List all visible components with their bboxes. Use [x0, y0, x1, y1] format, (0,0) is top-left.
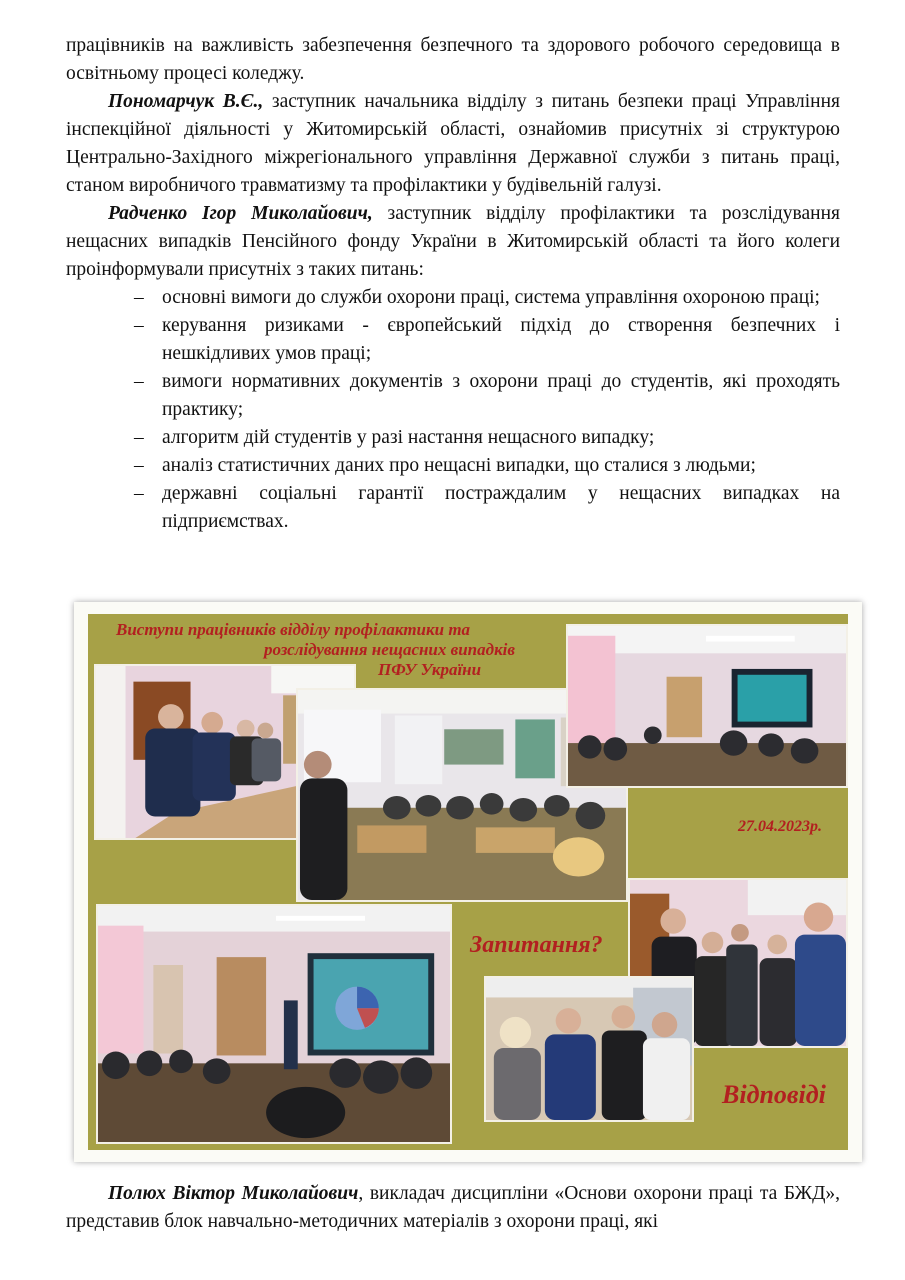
speaker-description: заступник відділу профілактики та розслідування нещасних випадків Пенсійного фонду України в Житомирській області та його колеги проінформували присутніх з таких питань: [66, 203, 840, 280]
answers-caption: Відповіді [722, 1080, 826, 1109]
photo-collage [88, 614, 848, 1150]
collage-caption-line2: розслідування нещасних випадків [264, 640, 515, 659]
list-item: – аналіз статистичних даних про нещасні випадки, що сталися з людьми; [162, 452, 840, 480]
photo-collage-frame [74, 602, 862, 1162]
photo-presentation-room [566, 624, 848, 788]
document-body-continued [66, 1180, 840, 1236]
speaker-description: , викладач дисципліни «Основи охорони праці та БЖД», представив блок навчально-методичних матеріалів з охорони праці, які [66, 1183, 841, 1232]
paragraph-intro-continued: працівників на важливість забезпечення безпечного та здорового робочого середовища в освітньому процесі коледжу. [66, 35, 840, 84]
paragraph-ponomarchuk [66, 88, 840, 200]
paragraph-radchenko [66, 200, 840, 284]
speaker-description: заступник начальника відділу з питань безпеки праці Управління інспекційної діяльності у Житомирській області, ознайомив присутніх зі структурою Центрально-Західного міжрегіонального управління Державної служби з питань праці, станом виробничого травматизму та профілактики у будівельній галузі. [66, 91, 841, 196]
questions-caption: Запитання? [470, 932, 603, 958]
list-item: – основні вимоги до служби охорони праці, система управління охороною праці; [162, 284, 840, 312]
document-body [66, 32, 840, 536]
collage-caption-line3: ПФУ України [378, 660, 482, 679]
photo-qa-group [484, 976, 694, 1122]
list-item: – алгоритм дій студентів у разі настання нещасного випадку; [162, 424, 840, 452]
topics-list [66, 284, 840, 536]
collage-date: 27.04.2023р. [738, 818, 822, 835]
list-item: – державні соціальні гарантії постраждалим у нещасних випадках на підприємствах. [162, 480, 840, 536]
collage-caption-line1: Виступи працівників відділу профілактики та [116, 620, 471, 639]
list-item: – вимоги нормативних документів з охорони праці до студентів, які проходять практику; [162, 368, 840, 424]
speaker-name: Радченко Ігор Миколайович, [108, 203, 373, 224]
photo-audience-projector [96, 904, 452, 1144]
speaker-name: Пономарчук В.Є., [108, 91, 264, 112]
speaker-name: Полюх Віктор Миколайович [108, 1183, 359, 1204]
list-item: – керування ризиками - європейський підхід до створення безпечних і нешкідливих умов праці; [162, 312, 840, 368]
paragraph-polyukh [66, 1180, 840, 1236]
